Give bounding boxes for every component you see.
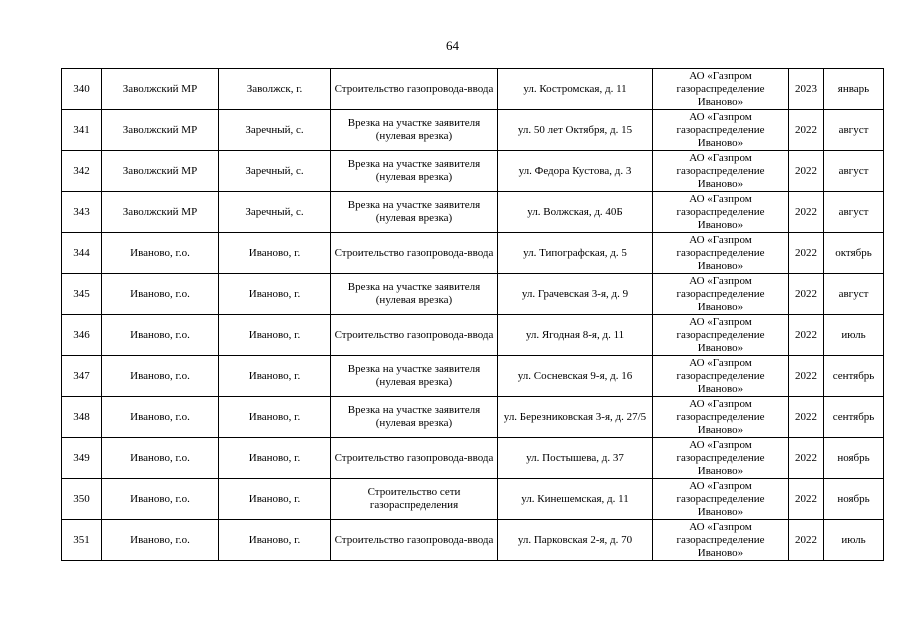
organization: АО «Газпром газораспределение Иваново» <box>653 479 789 520</box>
municipal-district: Иваново, г.о. <box>102 397 219 438</box>
month: январь <box>824 69 884 110</box>
address: ул. Федора Кустова, д. 3 <box>498 151 653 192</box>
address: ул. Ягодная 8-я, д. 11 <box>498 315 653 356</box>
row-number: 342 <box>62 151 102 192</box>
table-row <box>62 520 884 561</box>
gas-works-table <box>61 68 884 561</box>
year: 2023 <box>789 69 824 110</box>
row-number: 347 <box>62 356 102 397</box>
settlement: Иваново, г. <box>219 274 331 315</box>
organization: АО «Газпром газораспределение Иваново» <box>653 438 789 479</box>
municipal-district: Иваново, г.о. <box>102 315 219 356</box>
settlement: Заречный, с. <box>219 192 331 233</box>
table-row <box>62 397 884 438</box>
municipal-district: Иваново, г.о. <box>102 274 219 315</box>
table-row <box>62 438 884 479</box>
row-number: 346 <box>62 315 102 356</box>
address: ул. Типографская, д. 5 <box>498 233 653 274</box>
row-number: 341 <box>62 110 102 151</box>
organization: АО «Газпром газораспределение Иваново» <box>653 397 789 438</box>
month: октябрь <box>824 233 884 274</box>
table-row <box>62 479 884 520</box>
organization: АО «Газпром газораспределение Иваново» <box>653 110 789 151</box>
municipal-district: Иваново, г.о. <box>102 479 219 520</box>
year: 2022 <box>789 274 824 315</box>
year: 2022 <box>789 520 824 561</box>
organization: АО «Газпром газораспределение Иваново» <box>653 356 789 397</box>
table-row <box>62 274 884 315</box>
row-number: 345 <box>62 274 102 315</box>
address: ул. Березниковская 3-я, д. 27/5 <box>498 397 653 438</box>
work-type: Строительство газопровода-ввода <box>331 315 498 356</box>
address: ул. Сосневская 9-я, д. 16 <box>498 356 653 397</box>
address: ул. Волжская, д. 40Б <box>498 192 653 233</box>
year: 2022 <box>789 315 824 356</box>
settlement: Иваново, г. <box>219 233 331 274</box>
year: 2022 <box>789 110 824 151</box>
settlement: Заречный, с. <box>219 110 331 151</box>
row-number: 343 <box>62 192 102 233</box>
work-type: Врезка на участке заявителя (нулевая врезка) <box>331 151 498 192</box>
municipal-district: Иваново, г.о. <box>102 356 219 397</box>
settlement: Заречный, с. <box>219 151 331 192</box>
month: ноябрь <box>824 438 884 479</box>
year: 2022 <box>789 438 824 479</box>
month: июль <box>824 315 884 356</box>
year: 2022 <box>789 192 824 233</box>
year: 2022 <box>789 397 824 438</box>
work-type: Врезка на участке заявителя (нулевая врезка) <box>331 110 498 151</box>
address: ул. Парковская 2-я, д. 70 <box>498 520 653 561</box>
address: ул. 50 лет Октября, д. 15 <box>498 110 653 151</box>
work-type: Врезка на участке заявителя (нулевая врезка) <box>331 274 498 315</box>
row-number: 350 <box>62 479 102 520</box>
work-type: Строительство газопровода-ввода <box>331 233 498 274</box>
row-number: 351 <box>62 520 102 561</box>
month: сентябрь <box>824 397 884 438</box>
work-type: Врезка на участке заявителя (нулевая врезка) <box>331 356 498 397</box>
row-number: 340 <box>62 69 102 110</box>
month: август <box>824 151 884 192</box>
table-row <box>62 233 884 274</box>
settlement: Иваново, г. <box>219 438 331 479</box>
municipal-district: Заволжский МР <box>102 69 219 110</box>
table-row <box>62 151 884 192</box>
work-type: Строительство сети газораспределения <box>331 479 498 520</box>
work-type: Врезка на участке заявителя (нулевая врезка) <box>331 397 498 438</box>
table-row <box>62 69 884 110</box>
month: август <box>824 110 884 151</box>
settlement: Иваново, г. <box>219 315 331 356</box>
month: июль <box>824 520 884 561</box>
settlement: Иваново, г. <box>219 520 331 561</box>
month: август <box>824 192 884 233</box>
organization: АО «Газпром газораспределение Иваново» <box>653 192 789 233</box>
work-type: Врезка на участке заявителя (нулевая врезка) <box>331 192 498 233</box>
year: 2022 <box>789 356 824 397</box>
work-type: Строительство газопровода-ввода <box>331 438 498 479</box>
work-type: Строительство газопровода-ввода <box>331 520 498 561</box>
municipal-district: Иваново, г.о. <box>102 520 219 561</box>
table-row <box>62 110 884 151</box>
row-number: 349 <box>62 438 102 479</box>
organization: АО «Газпром газораспределение Иваново» <box>653 315 789 356</box>
address: ул. Кинешемская, д. 11 <box>498 479 653 520</box>
work-type: Строительство газопровода-ввода <box>331 69 498 110</box>
table-row <box>62 315 884 356</box>
municipal-district: Иваново, г.о. <box>102 233 219 274</box>
settlement: Иваново, г. <box>219 397 331 438</box>
table-row <box>62 192 884 233</box>
settlement: Заволжск, г. <box>219 69 331 110</box>
row-number: 348 <box>62 397 102 438</box>
settlement: Иваново, г. <box>219 356 331 397</box>
municipal-district: Заволжский МР <box>102 192 219 233</box>
address: ул. Грачевская 3-я, д. 9 <box>498 274 653 315</box>
year: 2022 <box>789 151 824 192</box>
page-number: 64 <box>446 38 459 53</box>
year: 2022 <box>789 233 824 274</box>
month: сентябрь <box>824 356 884 397</box>
organization: АО «Газпром газораспределение Иваново» <box>653 151 789 192</box>
address: ул. Костромская, д. 11 <box>498 69 653 110</box>
month: август <box>824 274 884 315</box>
municipal-district: Иваново, г.о. <box>102 438 219 479</box>
year: 2022 <box>789 479 824 520</box>
organization: АО «Газпром газораспределение Иваново» <box>653 520 789 561</box>
municipal-district: Заволжский МР <box>102 110 219 151</box>
organization: АО «Газпром газораспределение Иваново» <box>653 233 789 274</box>
organization: АО «Газпром газораспределение Иваново» <box>653 69 789 110</box>
organization: АО «Газпром газораспределение Иваново» <box>653 274 789 315</box>
table-row <box>62 356 884 397</box>
address: ул. Постышева, д. 37 <box>498 438 653 479</box>
municipal-district: Заволжский МР <box>102 151 219 192</box>
month: ноябрь <box>824 479 884 520</box>
settlement: Иваново, г. <box>219 479 331 520</box>
row-number: 344 <box>62 233 102 274</box>
